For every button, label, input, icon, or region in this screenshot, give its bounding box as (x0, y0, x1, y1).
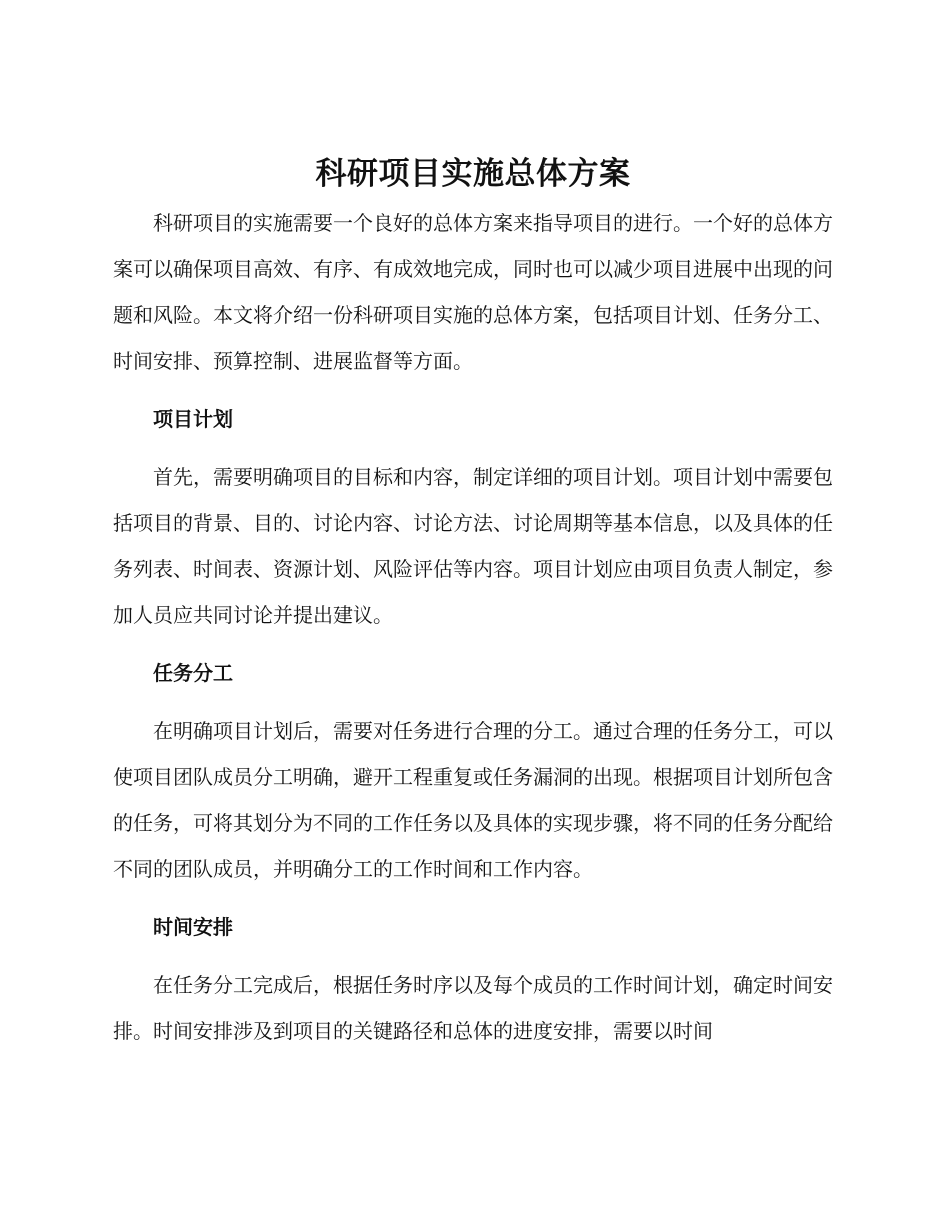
section-body-task-division: 在明确项目计划后，需要对任务进行合理的分工。通过合理的任务分工，可以使项目团队成员分工明确，避开工程重复或任务漏洞的出现。根据项目计划所包含的任务，可将其划分为不同的工作任务以及具体的实现步骤，将不同的任务分配给不同的团队成员，并明确分工的工作时间和工作内容。 (113, 719, 833, 881)
section-body-project-plan: 首先，需要明确项目的目标和内容，制定详细的项目计划。项目计划中需要包括项目的背景、目的、讨论内容、讨论方法、讨论周期等基本信息，以及具体的任务列表、时间表、资源计划、风险评估等内容。项目计划应由项目负责人制定，参加人员应共同讨论并提出建议。 (113, 465, 833, 627)
document-title: 科研项目实施总体方案 (315, 156, 631, 192)
document-content (113, 148, 833, 1054)
section-heading-project-plan: 项目计划 (153, 407, 233, 431)
section-body-schedule: 在任务分工完成后，根据任务时序以及每个成员的工作时间计划，确定时间安排。时间安排涉及到项目的关键路径和总体的进度安排，需要以时间 (113, 973, 833, 1043)
intro-paragraph: 科研项目的实施需要一个良好的总体方案来指导项目的进行。一个好的总体方案可以确保项目高效、有序、有成效地完成，同时也可以减少项目进展中出现的问题和风险。本文将介绍一份科研项目实施的总体方案，包括项目计划、任务分工、时间安排、预算控制、进展监督等方面。 (113, 211, 833, 373)
section-heading-task-division: 任务分工 (153, 661, 233, 685)
section-heading-schedule: 时间安排 (153, 915, 233, 939)
